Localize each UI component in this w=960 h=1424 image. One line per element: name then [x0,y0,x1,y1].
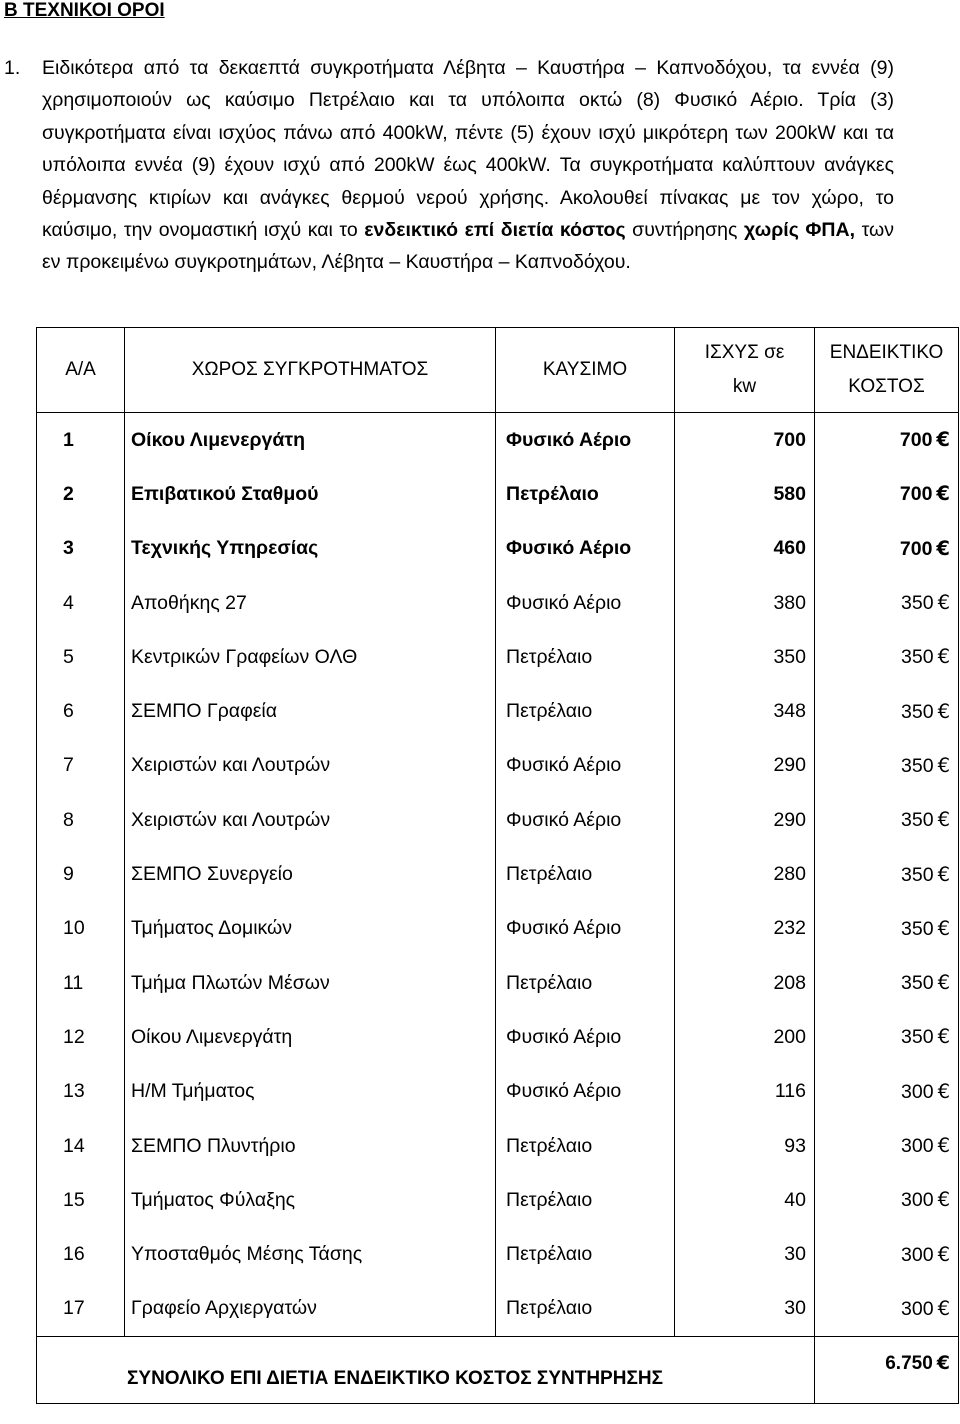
euro-icon: € [936,1351,950,1374]
euro-icon: € [936,536,950,560]
row-power: 380 [675,576,815,630]
row-fuel: Φυσικό Αέριο [496,576,675,630]
row-fuel: Φυσικό Αέριο [496,413,675,468]
table-header-row [37,328,959,413]
row-site: Αποθήκης 27 [125,576,496,630]
row-number: 5 [37,630,125,684]
row-fuel: Πετρέλαιο [496,847,675,901]
row-site: Χειριστών και Λουτρών [125,739,496,793]
row-site: Επιβατικού Σταθμού [125,467,496,521]
header-power [675,328,815,413]
row-cost [815,684,959,738]
row-cost [815,467,959,521]
table-row [37,1282,959,1337]
row-power: 200 [675,1010,815,1064]
row-cost [815,847,959,901]
euro-icon: € [937,591,950,615]
row-fuel: Πετρέλαιο [496,956,675,1010]
row-site: Τεχνικής Υπηρεσίας [125,522,496,576]
row-cost-amount: 350 [901,863,934,886]
header-aa: Α/Α [37,328,125,413]
row-number: 16 [37,1227,125,1281]
header-site: ΧΩΡΟΣ ΣΥΓΚΡΟΤΗΜΑΤΟΣ [125,328,496,413]
row-cost [815,956,959,1010]
table-row [37,793,959,847]
euro-icon: € [937,1134,950,1157]
row-fuel: Φυσικό Αέριο [496,522,675,576]
row-cost [815,1119,959,1173]
row-fuel: Πετρέλαιο [496,467,675,521]
euro-icon: € [936,428,950,452]
row-fuel: Πετρέλαιο [496,1282,675,1337]
row-site: Οίκου Λιμενεργάτη [125,413,496,468]
row-number: 12 [37,1010,125,1064]
row-number: 2 [37,467,125,521]
row-cost-amount: 350 [901,972,934,995]
euro-icon: € [937,645,950,669]
row-power: 93 [675,1119,815,1173]
paragraph-text-middle: συντήρησης [625,219,744,242]
paragraph-bold-vat: χωρίς ΦΠΑ, [743,219,856,242]
row-cost [815,1010,959,1064]
row-fuel: Πετρέλαιο [496,630,675,684]
table-row [37,1227,959,1281]
row-number: 14 [37,1119,125,1173]
row-fuel: Φυσικό Αέριο [496,1010,675,1064]
row-cost-amount: 350 [901,809,934,832]
row-number: 6 [37,684,125,738]
row-cost-amount: 350 [901,592,934,615]
row-cost [815,522,959,576]
header-cost-line2: ΚΟΣΤΟΣ [848,376,925,397]
row-cost [815,576,959,630]
row-site: ΣΕΜΠΟ Πλυντήριο [125,1119,496,1173]
row-cost-amount: 700 [899,537,933,560]
row-power: 30 [675,1227,815,1281]
row-site: Οίκου Λιμενεργάτη [125,1010,496,1064]
euro-icon: € [937,1025,950,1049]
row-cost-amount: 300 [901,1297,934,1320]
row-cost-amount: 700 [899,483,933,506]
row-fuel: Φυσικό Αέριο [496,902,675,956]
row-cost-amount: 350 [901,646,934,669]
euro-icon: € [937,1296,950,1320]
euro-icon: € [937,916,950,940]
euro-icon: € [937,753,950,777]
table-row [37,522,959,576]
table-row [37,1010,959,1064]
row-fuel: Φυσικό Αέριο [496,793,675,847]
total-label-cell [37,1337,815,1404]
row-power: 580 [675,467,815,521]
header-cost-line1: ΕΝΔΕΙΚΤΙΚΟ [829,342,944,363]
header-fuel: ΚΑΥΣΙΜΟ [496,328,675,413]
euro-icon: € [937,808,950,832]
row-cost [815,1065,959,1119]
row-fuel: Πετρέλαιο [496,1119,675,1173]
row-number: 13 [37,1065,125,1119]
row-cost-amount: 700 [899,429,933,452]
row-fuel: Φυσικό Αέριο [496,1065,675,1119]
paragraph-text [42,52,894,279]
intro-paragraph [4,52,894,279]
paragraph-text-start: Ειδικότερα από τα δεκαεπτά συγκροτήματα Λέβητα – Καυστήρα – Καπνοδόχου, τα εννέα (9) χρησιμοποιούν ως καύσιμο Πετρέλαιο και τα υπόλοιπα οκτώ (8) Φυσικό Αέριο. Τρία (3) συγκροτήματα είναι ισχύος πάνω από 400kW, πέντε (5) έχουν ισχύ μικρότερη των 200kW και τα υπόλοιπα εννέα (9) έχουν ισχύ από 200kW έως 400kW. Τα συγκροτήματα καλύπτουν ανάγκες θέρμανσης κτιρίων και ανάγκες θερμού νερού χρήσης. Ακολουθεί πίνακας με τον χώρο, το καύσιμο, την ονομαστική ισχύ και το [42,57,894,242]
row-site: Κεντρικών Γραφείων ΟΛΘ [125,630,496,684]
row-power: 290 [675,793,815,847]
row-site: Τμήματος Δομικών [125,902,496,956]
section-title: Β ΤΕΧΝΙΚΟΙ ΟΡΟΙ [4,0,165,21]
row-fuel: Πετρέλαιο [496,1227,675,1281]
header-cost [815,328,959,413]
table-row [37,739,959,793]
euro-icon: € [936,482,950,506]
row-power: 700 [675,413,815,468]
total-value-cell [815,1337,959,1404]
row-cost [815,1173,959,1227]
table-row [37,1173,959,1227]
row-number: 4 [37,576,125,630]
row-cost [815,630,959,684]
row-cost-amount: 350 [901,754,934,777]
row-number: 10 [37,902,125,956]
row-power: 208 [675,956,815,1010]
table-row [37,413,959,468]
row-power: 350 [675,630,815,684]
row-cost-amount: 300 [901,1189,934,1212]
row-fuel: Φυσικό Αέριο [496,739,675,793]
table-row [37,684,959,738]
row-cost [815,739,959,793]
row-power: 280 [675,847,815,901]
row-cost [815,413,959,468]
table-row [37,576,959,630]
row-fuel: Πετρέλαιο [496,684,675,738]
row-site: Η/Μ Τμήματος [125,1065,496,1119]
table-row [37,847,959,901]
row-power: 232 [675,902,815,956]
row-fuel: Πετρέλαιο [496,1173,675,1227]
row-number: 11 [37,956,125,1010]
row-site: Γραφείο Αρχιεργατών [125,1282,496,1337]
row-site: Τμήματος Φύλαξης [125,1173,496,1227]
paragraph-number: 1. [4,57,21,79]
row-site: Υποσταθμός Μέσης Τάσης [125,1227,496,1281]
row-number: 15 [37,1173,125,1227]
row-number: 1 [37,413,125,468]
total-value [815,1352,958,1375]
row-site: ΣΕΜΠΟ Γραφεία [125,684,496,738]
row-site: ΣΕΜΠΟ Συνεργείο [125,847,496,901]
table-row [37,956,959,1010]
table-row [37,467,959,521]
row-power: 290 [675,739,815,793]
boilers-table [36,327,959,1404]
table-row [37,1119,959,1173]
row-power: 30 [675,1282,815,1337]
row-power: 348 [675,684,815,738]
table-row [37,630,959,684]
row-cost-amount: 350 [901,700,934,723]
euro-icon: € [937,971,950,995]
row-cost [815,1227,959,1281]
total-label: ΣΥΝΟΛΙΚΟ ΕΠΙ ΔΙΕΤΙΑ ΕΝΔΕΙΚΤΙΚΟ ΚΟΣΤΟΣ ΣΥΝΤΗΡΗΣΗΣ [127,1368,663,1390]
total-row [37,1337,959,1404]
row-cost-amount: 350 [901,1026,934,1049]
row-cost [815,1282,959,1337]
header-power-line1: ΙΣΧΥΣ σε [704,342,785,363]
row-cost-amount: 300 [901,1243,934,1266]
euro-icon: € [937,699,950,723]
total-amount: 6.750 [885,1352,933,1374]
euro-icon: € [937,1188,950,1212]
row-cost-amount: 300 [901,1135,934,1157]
row-site: Τμήμα Πλωτών Μέσων [125,956,496,1010]
row-number: 8 [37,793,125,847]
row-power: 116 [675,1065,815,1119]
table-body [37,413,959,1337]
row-cost [815,793,959,847]
euro-icon: € [937,1242,950,1266]
table-row [37,1065,959,1119]
row-power: 460 [675,522,815,576]
euro-icon: € [937,862,950,886]
header-power-line2: kw [732,376,757,397]
row-power: 40 [675,1173,815,1227]
row-cost [815,902,959,956]
row-number: 9 [37,847,125,901]
row-number: 17 [37,1282,125,1337]
row-cost-amount: 300 [901,1080,934,1103]
paragraph-text-end: των εν προκειμένω συγκροτημάτων, Λέβητα – Καυστήρα – Καπνοδόχου. [42,219,894,274]
row-cost-amount: 350 [901,917,934,940]
row-site: Χειριστών και Λουτρών [125,793,496,847]
table-row [37,902,959,956]
row-number: 7 [37,739,125,793]
paragraph-bold-cost: ενδεικτικό επί διετία κόστος [364,219,626,242]
row-number: 3 [37,522,125,576]
euro-icon: € [937,1079,950,1103]
